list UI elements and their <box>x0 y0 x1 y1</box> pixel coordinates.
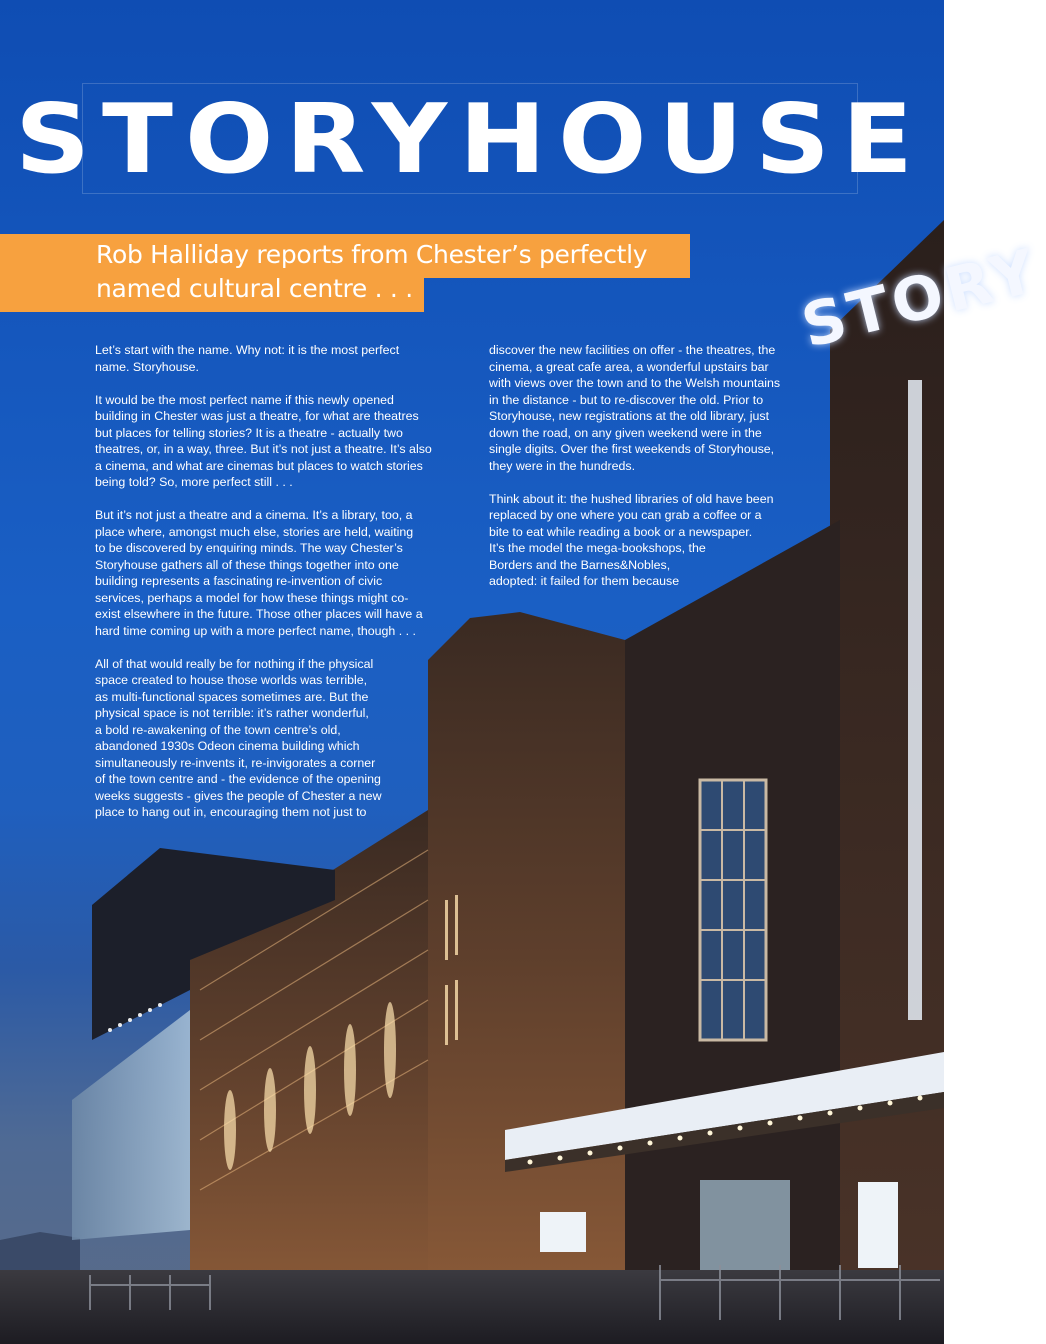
tall-window <box>700 780 766 1040</box>
article-column-right <box>489 342 807 606</box>
paragraph: Think about it: the hushed libraries of old have been replaced by one where you can grab a coffee or a bite to eat while reading a book or a newspaper. It’s the model the mega-bookshops, the Borders and the Barnes&Nobles, adopted: it failed for them because <box>489 491 774 588</box>
paragraph: It would be the most perfect name if this newly opened building in Chester was just a theatre, for what are theatres but places for telling stories? It is a theatre - actually two theatres, or, in a way, three. But it’s not just a theatre. It’s also a cinema, and what are cinemas but places to watch stories being told? So, more perfect still . . . <box>95 392 432 489</box>
paragraph: discover the new facilities on offer - the theatres, the cinema, a great cafe area, a wonderful upstairs bar with views over the town and to the Welsh mountains in the distance - but to re-discover the old. Prior to Storyhouse, new registrations at the old library, just down the road, on any given weekend were in the single digits. Over the first weekends of Storyhouse, they were in the hundreds. <box>489 343 781 473</box>
lit-window-left <box>540 1212 586 1252</box>
masthead-title: STORYHOUSE <box>15 82 925 195</box>
building-sign-text: STORY <box>795 235 1046 362</box>
paragraph: All of that would really be for nothing if the physical space created to house those worlds was terrible, as multi-functional spaces sometimes are. But the physical space is not terrible: it’s rather wonderful, a bold re-awakening of the town centre’s old, abandoned 1930s Odeon cinema building which simultaneously re-invents it, re-invigorates a corner of the town centre and - the evidence of the opening weeks suggests - gives the people of Chester a new place to hang out in, encouraging them not just to <box>95 656 382 819</box>
street <box>0 1270 944 1344</box>
lit-window-right <box>858 1182 898 1268</box>
stepped-tower <box>428 612 625 1300</box>
tower-block <box>830 220 944 1300</box>
distant-hills <box>0 1232 80 1270</box>
entrance-doors <box>700 1180 790 1270</box>
strapline-line-1: Rob Halliday reports from Chester’s perfectly <box>96 240 648 269</box>
masthead <box>15 82 925 195</box>
strapline-line-2: named cultural centre . . . <box>96 274 413 303</box>
paragraph: Let’s start with the name. Why not: it is the most perfect name. Storyhouse. <box>95 343 400 374</box>
glass-wing <box>72 1010 190 1240</box>
tower-light-strip <box>908 380 922 1020</box>
paragraph: But it’s not just a theatre and a cinema. It’s a library, too, a place where, amongst much else, stories are held, waiting to be discovered by enquiring minds. The way Chester’s Storyhouse gathers all of these things together into one building represents a fascinating re-invention of civic services, perhaps a model for how these things might co- exist elsewhere in the future. Those other places will have a hard time coming up with a more perfect name, though . . . <box>95 508 423 638</box>
strapline <box>96 238 696 306</box>
article-column-left <box>95 342 447 837</box>
